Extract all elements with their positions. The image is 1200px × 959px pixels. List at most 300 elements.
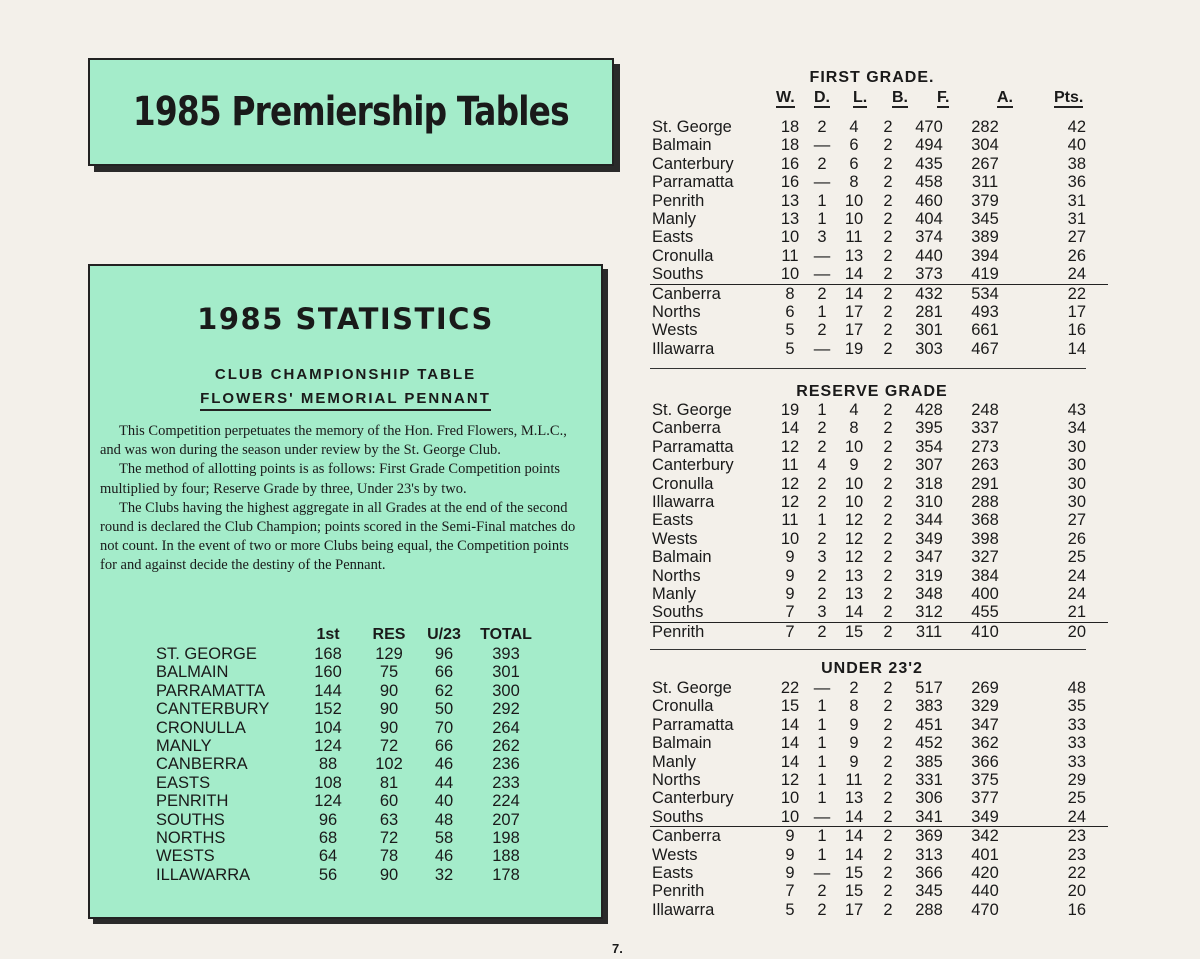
value-cell: 15	[844, 864, 864, 883]
intro-paragraph: The method of allotting points is as follows: First Grade Competition points multiplied by four; Reserve Grade by three, Under 23's by two.	[100, 461, 561, 497]
value-cell: 267	[971, 154, 999, 173]
value-cell: 10	[780, 789, 800, 808]
value-cell: 152	[314, 700, 342, 719]
value-cell: 224	[492, 792, 520, 811]
club-name-cell: St. George	[652, 679, 732, 697]
table-row	[650, 789, 1108, 807]
club-name-cell: Cronulla	[652, 474, 714, 493]
value-cell: 348	[915, 585, 943, 604]
value-cell: 337	[971, 419, 999, 438]
value-cell: 2	[817, 529, 827, 548]
value-cell: 46	[434, 755, 454, 774]
value-cell: 2	[883, 679, 893, 697]
value-cell: 452	[915, 734, 943, 753]
club-name-cell: PENRITH	[156, 792, 229, 811]
value-cell: 6	[785, 303, 795, 322]
value-cell: 9	[785, 585, 795, 604]
value-cell: 303	[915, 339, 943, 358]
under-23-rows	[650, 679, 1108, 919]
value-cell: 1	[817, 845, 827, 864]
value-cell: 304	[971, 136, 999, 155]
value-cell: 64	[318, 847, 338, 866]
value-cell: 248	[971, 401, 999, 419]
table-row	[650, 475, 1108, 493]
value-cell: 400	[971, 585, 999, 604]
value-cell: 27	[1067, 511, 1086, 530]
value-cell: 383	[915, 697, 943, 716]
value-cell: 22	[1067, 284, 1086, 303]
value-cell: 2	[883, 827, 893, 846]
value-cell: 24	[1067, 585, 1086, 604]
club-name-cell: Souths	[650, 808, 772, 827]
value-cell: 2	[817, 154, 827, 173]
club-name-cell: Manly	[652, 210, 697, 229]
value-cell: 2	[817, 493, 827, 512]
value-cell: 12	[780, 771, 800, 790]
value-cell: 14	[1067, 339, 1086, 358]
value-cell: 3	[817, 228, 827, 247]
club-name-cell: Balmain	[652, 734, 712, 753]
value-cell: 10	[772, 808, 808, 827]
value-cell: 15	[844, 622, 864, 641]
value-cell: —	[813, 246, 831, 265]
table-row	[650, 530, 1108, 548]
value-cell: 345	[915, 882, 943, 901]
value-cell: 33	[1067, 734, 1086, 753]
value-cell: 2	[883, 118, 893, 136]
value-cell: 344	[915, 511, 943, 530]
value-cell: 2	[883, 136, 893, 155]
value-cell: 354	[915, 437, 943, 456]
value-cell: 2	[883, 437, 893, 456]
value-cell: 2	[817, 118, 827, 136]
value-cell: 362	[971, 734, 999, 753]
value-cell: 2	[817, 566, 827, 585]
value-cell: 46	[434, 847, 454, 866]
value-cell: 2	[817, 284, 827, 303]
page-title-box	[88, 58, 614, 166]
table-row	[650, 603, 1108, 622]
value-cell: 198	[492, 829, 520, 848]
value-cell: 404	[915, 210, 943, 229]
value-cell: 66	[434, 663, 454, 682]
value-cell: 2	[883, 210, 893, 229]
value-cell: 10	[844, 210, 864, 229]
value-cell: 62	[434, 681, 454, 700]
value-cell: 188	[492, 847, 520, 866]
value-cell: 124	[314, 737, 342, 756]
col-header-a: A.	[997, 89, 1013, 106]
value-cell: 389	[971, 228, 999, 247]
value-cell: 398	[971, 529, 999, 548]
table-row	[156, 774, 542, 792]
value-cell: 385	[915, 752, 943, 771]
col-header-l: L.	[853, 89, 868, 106]
col-blank	[156, 624, 296, 645]
value-cell: 63	[379, 810, 399, 829]
value-cell: 2	[883, 474, 893, 493]
value-cell: 9	[849, 715, 859, 734]
table-row	[650, 265, 1108, 284]
value-cell: 81	[379, 773, 399, 792]
value-cell: 12	[780, 474, 800, 493]
value-cell: 2	[849, 679, 859, 697]
table-row	[650, 493, 1108, 511]
page-number: 7.	[612, 941, 623, 956]
value-cell: 18	[780, 118, 800, 136]
value-cell: 2	[817, 474, 827, 493]
value-cell: 90	[379, 865, 399, 884]
value-cell: 288	[915, 900, 943, 919]
value-cell: 467	[971, 339, 999, 358]
table-row	[650, 548, 1108, 566]
value-cell: —	[813, 136, 831, 155]
value-cell: 379	[971, 191, 999, 210]
section-divider	[650, 368, 1086, 369]
table-row	[650, 679, 1108, 697]
club-name-cell: Wests	[652, 321, 698, 340]
value-cell: 2	[817, 900, 827, 919]
col-header-f: F.	[937, 89, 950, 106]
value-cell: 2	[883, 493, 893, 512]
value-cell: 20	[1067, 622, 1086, 641]
value-cell: 72	[379, 737, 399, 756]
club-name-cell: SOUTHS	[156, 810, 225, 829]
value-cell: 14	[836, 265, 872, 284]
table-row	[650, 827, 1108, 846]
value-cell: 1	[817, 210, 827, 229]
value-cell: 5	[785, 321, 795, 340]
value-cell: 6	[849, 154, 859, 173]
value-cell: 17	[844, 900, 864, 919]
club-name-cell: EASTS	[156, 773, 211, 792]
table-row	[650, 210, 1108, 228]
club-name-cell: NORTHS	[156, 829, 226, 848]
club-name-cell: Norths	[652, 566, 701, 585]
value-cell: 36	[1067, 173, 1086, 192]
value-cell: 2	[817, 882, 827, 901]
pennant-subtitle-text: FLOWERS' MEMORIAL PENNANT	[200, 390, 491, 411]
table-row	[156, 682, 542, 700]
table-row	[650, 228, 1108, 246]
value-cell: 17	[844, 321, 864, 340]
value-cell: 410	[971, 622, 999, 641]
value-cell: 470	[915, 118, 943, 136]
table-header-row	[156, 624, 542, 645]
value-cell: 18	[780, 136, 800, 155]
value-cell: 2	[883, 303, 893, 322]
club-name-cell: CANTERBURY	[156, 700, 270, 719]
club-name-cell: CRONULLA	[156, 718, 246, 737]
value-cell: 455	[954, 603, 1016, 622]
value-cell: 9	[849, 734, 859, 753]
col-header: 1st	[316, 625, 340, 643]
value-cell: 10	[844, 474, 864, 493]
value-cell: 22	[780, 679, 800, 697]
value-cell: 2	[817, 419, 827, 438]
value-cell: 15	[844, 882, 864, 901]
value-cell: 262	[492, 737, 520, 756]
club-name-cell: Balmain	[652, 136, 712, 155]
club-name-cell: Norths	[652, 303, 701, 322]
value-cell: 10	[844, 191, 864, 210]
value-cell: 8	[785, 284, 795, 303]
table-row	[650, 901, 1108, 919]
value-cell: 102	[375, 755, 403, 774]
value-cell: 2	[883, 191, 893, 210]
value-cell: 144	[314, 681, 342, 700]
value-cell: 7	[785, 882, 795, 901]
club-name-cell: Manly	[652, 585, 697, 604]
value-cell: 26	[1067, 246, 1086, 265]
value-cell: 48	[1067, 679, 1086, 697]
table-row	[650, 136, 1108, 154]
value-cell: 7	[785, 622, 795, 641]
table-row	[156, 811, 542, 829]
col-header: TOTAL	[480, 625, 532, 643]
club-name-cell: St. George	[652, 401, 732, 419]
value-cell: 319	[915, 566, 943, 585]
value-cell: 263	[971, 456, 999, 475]
value-cell: 33	[1067, 752, 1086, 771]
value-cell: 534	[971, 284, 999, 303]
value-cell: 458	[915, 173, 943, 192]
club-name-cell: Illawarra	[652, 339, 715, 358]
value-cell: 34	[1067, 419, 1086, 438]
value-cell: 393	[492, 645, 520, 663]
table-row	[650, 734, 1108, 752]
club-name-cell: Cronulla	[652, 697, 714, 716]
value-cell: 9	[849, 752, 859, 771]
value-cell: 13	[844, 246, 864, 265]
value-cell: 331	[915, 771, 943, 790]
value-cell: 282	[971, 118, 999, 136]
table-row	[650, 247, 1108, 265]
value-cell: 1	[817, 771, 827, 790]
value-cell: 60	[379, 792, 399, 811]
value-cell: 43	[1067, 401, 1086, 419]
value-cell: 27	[1067, 228, 1086, 247]
value-cell: 368	[971, 511, 999, 530]
table-row	[156, 737, 542, 755]
value-cell: 129	[375, 645, 403, 663]
value-cell: 19	[844, 339, 864, 358]
club-name-cell: WESTS	[156, 847, 215, 866]
table-row	[156, 719, 542, 737]
value-cell: 13	[780, 191, 800, 210]
club-name-cell: St. George	[652, 118, 732, 136]
value-cell: 9	[785, 566, 795, 585]
value-cell: 23	[1067, 845, 1086, 864]
value-cell: 1	[817, 789, 827, 808]
value-cell: 11	[781, 246, 799, 265]
value-cell: 40	[1067, 136, 1086, 155]
club-name-cell: Wests	[652, 845, 698, 864]
table-row	[650, 284, 1108, 303]
value-cell: 341	[904, 808, 954, 827]
value-cell: 1	[817, 511, 827, 530]
table-row	[650, 864, 1108, 882]
value-cell: 24	[1016, 808, 1108, 827]
value-cell: 14	[780, 752, 800, 771]
value-cell: —	[808, 808, 836, 827]
value-cell: 419	[954, 265, 1016, 284]
value-cell: 1	[817, 191, 827, 210]
club-name-cell: Canberra	[652, 419, 721, 438]
club-name-cell: Parramatta	[652, 173, 734, 192]
club-name-cell: CANBERRA	[156, 755, 248, 774]
value-cell: 1	[817, 303, 827, 322]
value-cell: 90	[379, 718, 399, 737]
value-cell: 124	[314, 792, 342, 811]
value-cell: 56	[318, 865, 338, 884]
table-row	[650, 456, 1108, 474]
value-cell: 21	[1016, 603, 1108, 622]
value-cell: 318	[915, 474, 943, 493]
value-cell: 2	[883, 173, 893, 192]
club-name-cell: Canterbury	[652, 154, 734, 173]
value-cell: 4	[817, 456, 827, 475]
value-cell: 420	[971, 864, 999, 883]
table-row	[650, 585, 1108, 603]
value-cell: 1	[817, 715, 827, 734]
value-cell: 31	[1067, 210, 1086, 229]
value-cell: 9	[849, 456, 859, 475]
value-cell: 16	[780, 154, 800, 173]
statistics-intro	[100, 422, 582, 576]
value-cell: 1	[817, 697, 827, 716]
value-cell: 291	[971, 474, 999, 493]
value-cell: 2	[883, 882, 893, 901]
value-cell: 30	[1067, 456, 1086, 475]
value-cell: 13	[844, 566, 864, 585]
value-cell: 3	[808, 603, 836, 622]
value-cell: 281	[915, 303, 943, 322]
value-cell: 178	[492, 865, 520, 884]
value-cell: 11	[845, 771, 863, 790]
club-name-cell: Penrith	[652, 191, 705, 210]
club-name-cell: ST. GEORGE	[156, 645, 257, 663]
value-cell: 14	[836, 808, 872, 827]
value-cell: 288	[971, 493, 999, 512]
table-row	[650, 192, 1108, 210]
value-cell: 7	[772, 603, 808, 622]
value-cell: 312	[904, 603, 954, 622]
value-cell: —	[808, 265, 836, 284]
value-cell: 347	[971, 715, 999, 734]
value-cell: 2	[883, 900, 893, 919]
value-cell: —	[813, 173, 831, 192]
value-cell: 96	[318, 810, 338, 829]
club-name-cell: Canberra	[652, 827, 721, 846]
value-cell: 2	[883, 771, 893, 790]
club-name-cell: Parramatta	[652, 715, 734, 734]
value-cell: 96	[434, 645, 454, 663]
club-name-cell: PARRAMATTA	[156, 681, 266, 700]
value-cell: 347	[915, 548, 943, 567]
col-header-d: D.	[814, 89, 830, 106]
page-title: 1985 Premiership Tables	[133, 89, 569, 135]
table-row	[650, 882, 1108, 900]
value-cell: 10	[780, 228, 800, 247]
value-cell: 160	[314, 663, 342, 682]
table-row	[650, 567, 1108, 585]
value-cell: 31	[1067, 191, 1086, 210]
under-23-title: UNDER 23'2	[821, 660, 923, 677]
value-cell: 311	[915, 622, 943, 641]
value-cell: 2	[883, 548, 893, 567]
value-cell: 2	[883, 585, 893, 604]
table-row	[650, 846, 1108, 864]
value-cell: 9	[785, 845, 795, 864]
value-cell: 2	[883, 321, 893, 340]
value-cell: 301	[492, 663, 520, 682]
table-row	[650, 321, 1108, 339]
value-cell: 327	[971, 548, 999, 567]
table-row	[650, 118, 1108, 136]
value-cell: 369	[915, 827, 943, 846]
value-cell: 14	[780, 734, 800, 753]
value-cell: 13	[844, 789, 864, 808]
value-cell: 10	[772, 265, 808, 284]
value-cell: 374	[915, 228, 943, 247]
value-cell: 14	[844, 284, 864, 303]
table-row	[156, 866, 542, 884]
value-cell: 269	[971, 679, 999, 697]
value-cell: 14	[844, 845, 864, 864]
club-name-cell: Penrith	[652, 622, 705, 641]
value-cell: 3	[817, 548, 827, 567]
value-cell: —	[813, 339, 831, 358]
value-cell: 168	[314, 645, 342, 663]
value-cell: 313	[915, 845, 943, 864]
club-championship-subtitle: CLUB CHAMPIONSHIP TABLE	[214, 366, 477, 383]
club-name-cell: BALMAIN	[156, 663, 229, 682]
value-cell: 78	[379, 847, 399, 866]
value-cell: 233	[492, 773, 520, 792]
table-row	[650, 155, 1108, 173]
value-cell: 1	[817, 752, 827, 771]
club-name-cell: Easts	[652, 864, 694, 883]
value-cell: 8	[849, 697, 859, 716]
value-cell: 16	[780, 173, 800, 192]
value-cell: 40	[434, 792, 454, 811]
value-cell: 661	[971, 321, 999, 340]
club-name-cell: Canberra	[652, 284, 721, 303]
first-grade-title: FIRST GRADE.	[809, 69, 935, 86]
table-row	[156, 755, 542, 773]
value-cell: 2	[883, 511, 893, 530]
value-cell: 9	[785, 864, 795, 883]
club-name-cell: Canterbury	[652, 456, 734, 475]
value-cell: 2	[883, 401, 893, 419]
value-cell: 72	[379, 829, 399, 848]
value-cell: 366	[915, 864, 943, 883]
table-row	[156, 847, 542, 865]
value-cell: 2	[872, 808, 904, 827]
value-cell: 2	[817, 622, 827, 641]
table-row	[650, 808, 1108, 827]
value-cell: 26	[1067, 529, 1086, 548]
club-name-cell: Easts	[652, 228, 694, 247]
club-name-cell: Easts	[652, 511, 694, 530]
club-name-cell: Manly	[652, 752, 697, 771]
value-cell: 50	[434, 700, 454, 719]
value-cell: 12	[844, 529, 864, 548]
table-row	[650, 753, 1108, 771]
value-cell: 70	[434, 718, 454, 737]
table-row	[156, 645, 542, 663]
